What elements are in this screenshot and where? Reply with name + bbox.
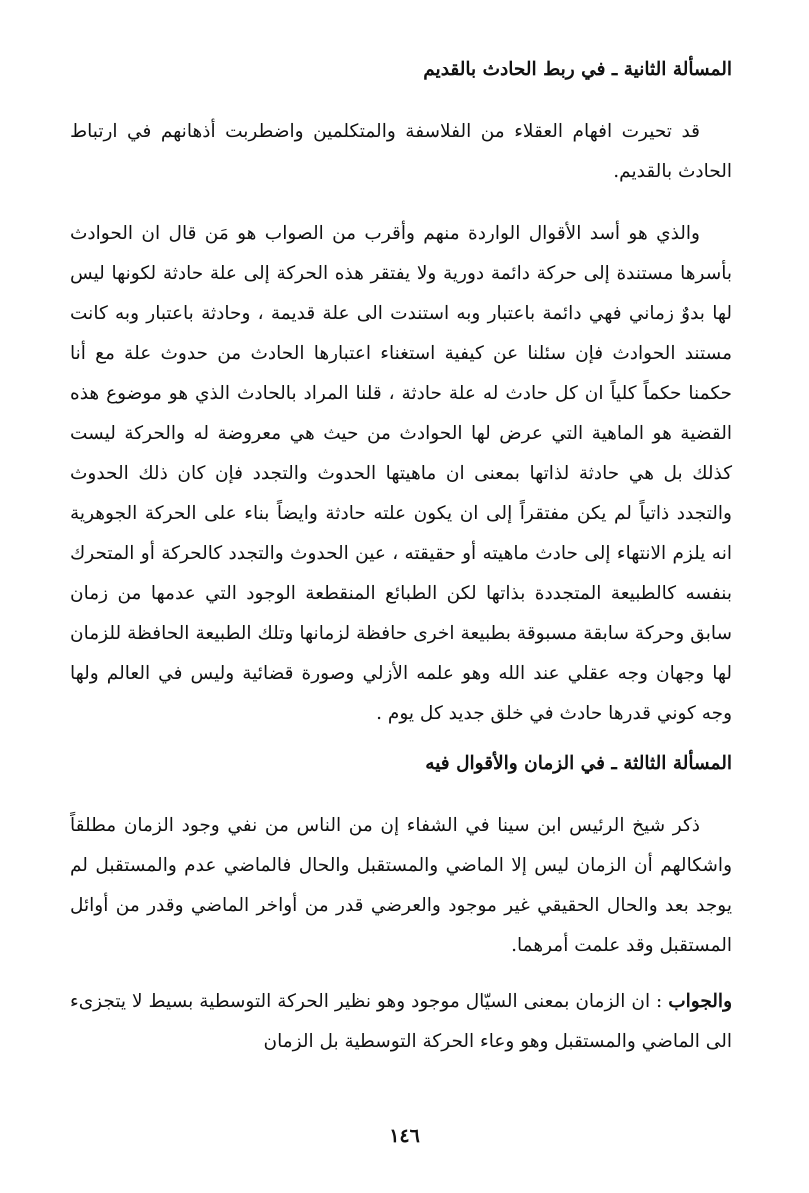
spacer [70, 784, 732, 806]
spacer [70, 734, 732, 744]
paragraph-q2-intro: قد تحيرت افهام العقلاء من الفلاسفة والمتكلمين واضطربت أذهانهم في ارتباط الحادث بالقديم. [70, 121, 732, 182]
spacer [70, 966, 732, 982]
answer-text: : ان الزمان بمعنى السيّال موجود وهو نظير الحركة التوسطية بسيط لا يتجزىء الى الماضي والمستقبل وهو وعاء الحركة التوسطية بل الزمان [70, 991, 732, 1052]
paragraph-answer [70, 982, 732, 1062]
spacer [70, 192, 732, 214]
section-heading-q2: المسألة الثانية ـ في ربط الحادث بالقديم [423, 59, 732, 80]
section-heading-q3: المسألة الثالثة ـ في الزمان والأقوال فيه [425, 753, 732, 774]
paragraph-q2-body: والذي هو أسد الأقوال الواردة منهم وأقرب من الصواب هو مَن قال ان الحوادث بأسرها مستندة إلى حركة دائمة دورية ولا يفتقر هذه الحركة إلى علة حادثة لكونها ليس لها بدوٌ زماني فهي دائمة باعتبار وبه استندت الى علة قديمة ، وحادثة باعتبار وبه كانت مستند الحوادث فإن سئلنا عن كيفية استغناء اعتبارها الحادث من حدوث علة مع أنا حكمنا حكماً كلياً ان كل حادث له علة حادثة ، قلنا المراد بالحادث الذي هو موضوع هذه القضية هو الماهية التي عرض لها الحوادث من حيث هي معروضة له والحركة ليست كذلك بل هي حادثة لذاتها بمعنى ان ماهيتها الحدوث والتجدد فإن كان ذلك الحدوث والتجدد ذاتياً لم يكن مفتقراً إلى ان يكون علته حادثة وايضاً بناء على الحركة الجوهرية انه يلزم الانتهاء إلى حادث ماهيته أو حقيقته ، عين الحدوث والتجدد كالحركة أو المتحرك بنفسه كالطبيعة المتجددة بذاتها لكن الطبائع المنقطعة الوجود التي عدمها من زمان سابق وحركة سابقة مسبوقة بطبيعة اخرى حافظة لزمانها وتلك الطبيعة الحافظة للزمان لها وجهان وجه عقلي عند الله وهو علمه الأزلي وصورة قضائية وليس في العالم ولها وجه كوني قدرها حادث في خلق جديد كل يوم . [70, 223, 732, 724]
document-page [70, 50, 732, 1130]
page-number: ١٤٦ [389, 1125, 420, 1147]
spacer [70, 90, 732, 112]
answer-label: والجواب [668, 991, 732, 1012]
paragraph-q3-body: ذكر شيخ الرئيس ابن سينا في الشفاء إن من الناس من نفي وجود الزمان مطلقاً واشكالهم أن الزمان ليس إلا الماضي والمستقبل والحال فالماضي عدم والمستقبل لم يوجد بعد والحال الحقيقي غير موجود والعرضي قدر من أواخر الماضي وقدر من أوائل المستقبل وقد علمت أمرهما. [70, 815, 732, 956]
